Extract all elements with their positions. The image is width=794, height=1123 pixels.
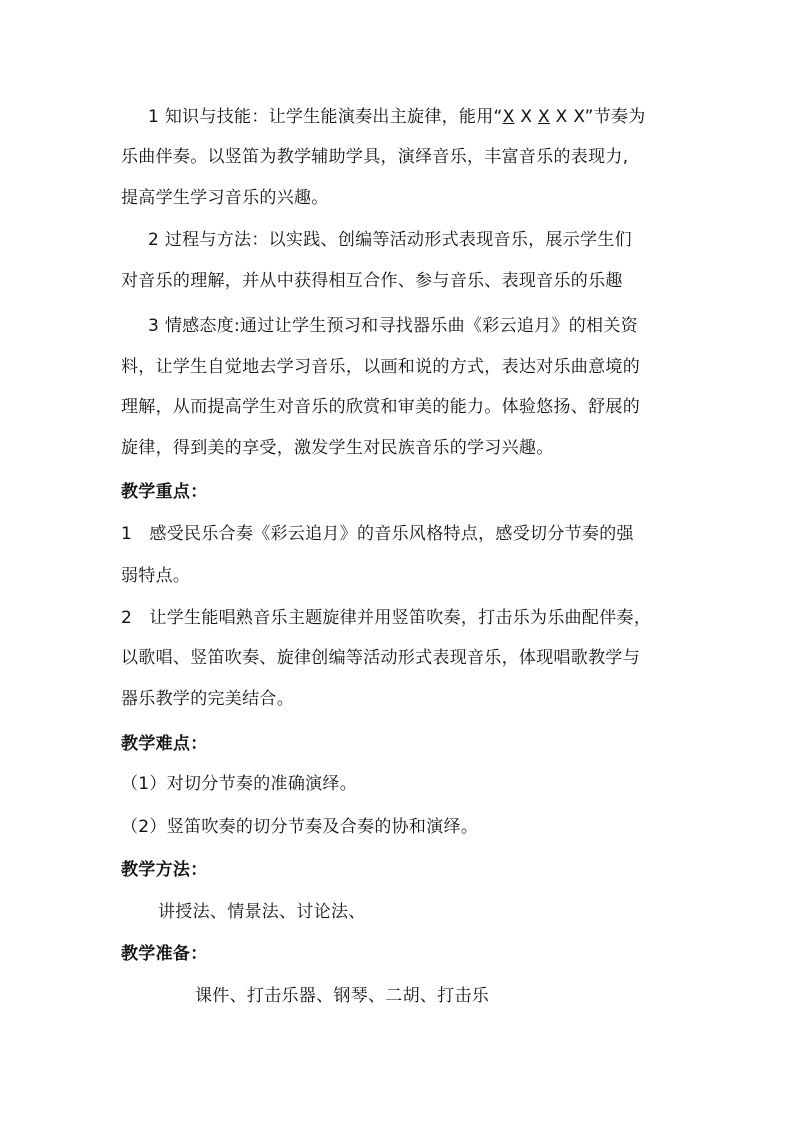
objective-1-line-1	[148, 104, 708, 130]
key-point-2-line-2: 以歌唱、竖笛吹奏、旋律创编等活动形式表现音乐，体现唱歌教学与	[121, 648, 640, 668]
preparation-heading: 教学准备：	[121, 944, 208, 964]
objective-2-line-1: 2 过程与方法：以实践、创编等活动形式表现音乐，展示学生们	[148, 230, 632, 250]
key-point-2-line-3: 器乐教学的完美结合。	[121, 689, 294, 709]
key-point-1-line-1: 1 感受民乐合奏《彩云追月》的音乐风格特点，感受切分节奏的强	[121, 524, 634, 544]
objective-3-line-2: 料，让学生自觉地去学习音乐，以画和说的方式，表达对乐曲意境的	[121, 357, 640, 377]
methods-text: 讲授法、情景法、讨论法、	[158, 902, 366, 922]
methods-heading: 教学方法：	[121, 860, 208, 880]
rhythm-note-5: X	[573, 107, 585, 127]
rhythm-note-4: X	[555, 107, 568, 127]
objective-3-line-3: 理解，从而提高学生对音乐的欣赏和审美的能力。体验悠扬、舒展的	[121, 397, 640, 417]
objective-1-line-3: 提高学生学习音乐的兴趣。	[121, 188, 329, 208]
objective-1-suffix: ”节奏为	[584, 107, 646, 127]
objective-1-prefix: 1 知识与技能：让学生能演奏出主旋律，能用“	[148, 107, 503, 127]
rhythm-note-3: X	[537, 107, 550, 127]
key-point-1-line-2: 弱特点。	[121, 566, 191, 586]
difficulty-1: （1）对切分节奏的准确演绎。	[121, 774, 358, 794]
difficulties-heading: 教学难点：	[121, 734, 208, 754]
rhythm-note-2: X	[520, 107, 533, 127]
objective-2-line-2: 对音乐的理解，并从中获得相互合作、参与音乐、表现音乐的乐趣	[121, 271, 623, 291]
objective-3-line-4: 旋律，得到美的享受，激发学生对民族音乐的学习兴趣。	[121, 438, 554, 458]
key-point-2-line-1: 2 让学生能唱熟音乐主题旋律并用竖笛吹奏，打击乐为乐曲配伴奏，	[121, 608, 652, 628]
objective-1-line-2: 乐曲伴奏。以竖笛为教学辅助学具，演绎音乐，丰富音乐的表现力,	[121, 147, 629, 167]
key-points-heading: 教学重点：	[121, 482, 208, 502]
difficulty-2: （2）竖笛吹奏的切分节奏及合奏的协和演绎。	[121, 817, 479, 837]
objective-3-line-1: 3 情感态度:通过让学生预习和寻找器乐曲《彩云追月》的相关资	[148, 316, 638, 336]
preparation-text: 课件、打击乐器、钢琴、二胡、打击乐	[195, 986, 490, 1006]
rhythm-note-1: X	[502, 107, 515, 127]
